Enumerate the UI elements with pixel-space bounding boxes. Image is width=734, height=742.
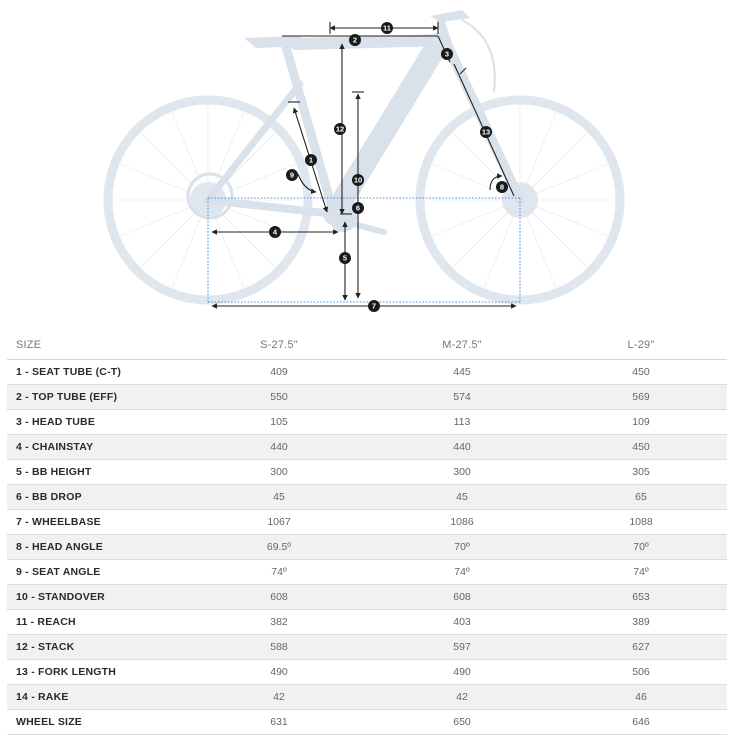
callout-12 — [334, 123, 346, 135]
svg-text:10: 10 — [353, 175, 363, 185]
bike-geometry-diagram — [0, 0, 734, 322]
cell-value: 1067 — [189, 510, 369, 535]
row-label: 8 - HEAD ANGLE — [7, 535, 189, 560]
cell-value: 445 — [369, 360, 555, 385]
svg-text:1: 1 — [308, 155, 314, 165]
cell-value: 608 — [369, 585, 555, 610]
cell-value: 403 — [369, 610, 555, 635]
cell-value: 440 — [189, 435, 369, 460]
cell-value: 69.5º — [189, 535, 369, 560]
cell-value: 70º — [555, 535, 727, 560]
cell-value: 646 — [555, 710, 727, 735]
cell-value: 109 — [555, 410, 727, 435]
cell-value: 574 — [369, 385, 555, 410]
callout-11 — [381, 22, 393, 34]
row-label: 4 - CHAINSTAY — [7, 435, 189, 460]
header-size-s: S-27.5" — [189, 331, 369, 360]
cell-value: 653 — [555, 585, 727, 610]
cell-value: 74º — [369, 560, 555, 585]
row-label: WHEEL SIZE — [7, 710, 189, 735]
row-label: 11 - REACH — [7, 610, 189, 635]
table-row — [7, 535, 727, 560]
cell-value: 650 — [369, 710, 555, 735]
row-label: 3 - HEAD TUBE — [7, 410, 189, 435]
callout-4 — [269, 226, 281, 238]
callout-10 — [352, 174, 364, 186]
cell-value: 42 — [189, 685, 369, 710]
table-row — [7, 510, 727, 535]
table-row — [7, 710, 727, 735]
cell-value: 70º — [369, 535, 555, 560]
svg-text:2: 2 — [352, 35, 358, 45]
table-row — [7, 560, 727, 585]
svg-text:9: 9 — [289, 170, 295, 180]
row-label: 14 - RAKE — [7, 685, 189, 710]
cell-value: 490 — [369, 660, 555, 685]
row-label: 12 - STACK — [7, 635, 189, 660]
cell-value: 588 — [189, 635, 369, 660]
svg-text:13: 13 — [481, 127, 491, 137]
cell-value: 45 — [369, 485, 555, 510]
callout-13 — [480, 126, 492, 138]
svg-text:11: 11 — [383, 23, 391, 33]
svg-text:3: 3 — [444, 49, 450, 59]
callout-9 — [286, 169, 298, 181]
cell-value: 409 — [189, 360, 369, 385]
table-row — [7, 685, 727, 710]
row-label: 13 - FORK LENGTH — [7, 660, 189, 685]
callout-2 — [349, 34, 361, 46]
cell-value: 74º — [555, 560, 727, 585]
cell-value: 382 — [189, 610, 369, 635]
svg-text:7: 7 — [371, 301, 377, 311]
cell-value: 65 — [555, 485, 727, 510]
cell-value: 42 — [369, 685, 555, 710]
cell-value: 506 — [555, 660, 727, 685]
table-row — [7, 460, 727, 485]
cell-value: 597 — [369, 635, 555, 660]
cell-value: 74º — [189, 560, 369, 585]
cell-value: 450 — [555, 360, 727, 385]
callout-6 — [352, 202, 364, 214]
row-label: 1 - SEAT TUBE (C-T) — [7, 360, 189, 385]
cell-value: 389 — [555, 610, 727, 635]
table-row — [7, 485, 727, 510]
row-label: 2 - TOP TUBE (EFF) — [7, 385, 189, 410]
table-header-row — [7, 331, 727, 360]
callout-5 — [339, 252, 351, 264]
table-row — [7, 635, 727, 660]
svg-text:5: 5 — [342, 253, 348, 263]
callout-7 — [368, 300, 380, 312]
cell-value: 113 — [369, 410, 555, 435]
header-size: SIZE — [7, 331, 189, 360]
cell-value: 550 — [189, 385, 369, 410]
geometry-table — [7, 331, 727, 735]
svg-text:12: 12 — [335, 124, 345, 134]
cell-value: 1086 — [369, 510, 555, 535]
cell-value: 300 — [189, 460, 369, 485]
row-label: 6 - BB DROP — [7, 485, 189, 510]
callout-8 — [496, 181, 508, 193]
table-row — [7, 610, 727, 635]
callout-1 — [305, 154, 317, 166]
cell-value: 1088 — [555, 510, 727, 535]
row-label: 9 - SEAT ANGLE — [7, 560, 189, 585]
cell-value: 300 — [369, 460, 555, 485]
cell-value: 46 — [555, 685, 727, 710]
row-label: 10 - STANDOVER — [7, 585, 189, 610]
table-row — [7, 435, 727, 460]
cell-value: 608 — [189, 585, 369, 610]
cell-value: 105 — [189, 410, 369, 435]
cell-value: 490 — [189, 660, 369, 685]
cell-value: 450 — [555, 435, 727, 460]
cell-value: 627 — [555, 635, 727, 660]
callout-3 — [441, 48, 453, 60]
cell-value: 305 — [555, 460, 727, 485]
row-label: 5 - BB HEIGHT — [7, 460, 189, 485]
header-size-l: L-29" — [555, 331, 727, 360]
svg-text:8: 8 — [499, 182, 505, 192]
table-row — [7, 410, 727, 435]
table-row — [7, 660, 727, 685]
cell-value: 440 — [369, 435, 555, 460]
svg-text:6: 6 — [355, 203, 361, 213]
cell-value: 631 — [189, 710, 369, 735]
header-size-m: M-27.5" — [369, 331, 555, 360]
row-label: 7 - WHEELBASE — [7, 510, 189, 535]
cell-value: 45 — [189, 485, 369, 510]
cell-value: 569 — [555, 385, 727, 410]
table-row — [7, 385, 727, 410]
table-row — [7, 360, 727, 385]
svg-text:4: 4 — [272, 227, 278, 237]
table-row — [7, 585, 727, 610]
